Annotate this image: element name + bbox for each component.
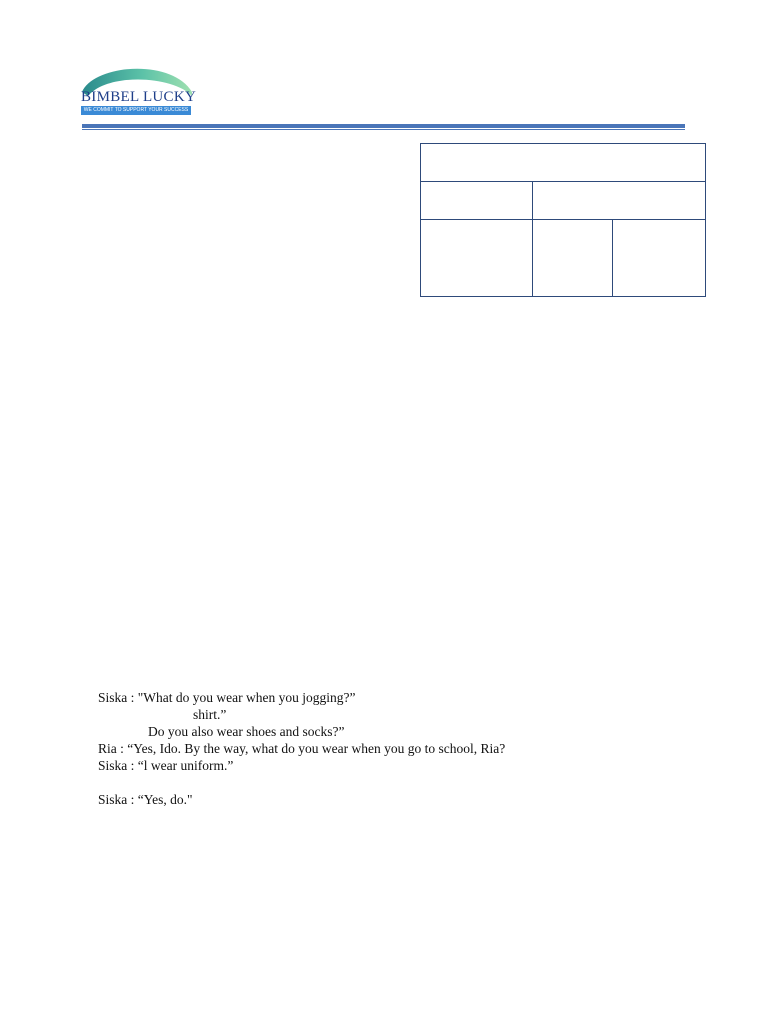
table-cell	[533, 182, 706, 220]
table-cell	[533, 220, 613, 297]
table-cell	[613, 220, 706, 297]
table-cell	[421, 220, 533, 297]
dialogue-block	[98, 689, 658, 808]
dialogue-line: shirt.”	[193, 707, 227, 722]
dialogue-line: Do you also wear shoes and socks?”	[148, 724, 345, 739]
brand-name: BIMBEL LUCKY	[81, 89, 197, 105]
table-row	[421, 220, 706, 297]
table-cell-header	[421, 144, 706, 182]
brand-tagline: WE COMMIT TO SUPPORT YOUR SUCCESS	[81, 106, 191, 115]
dialogue-line: Ria : “Yes, Ido. By the way, what do you wear when you go to school, Ria?	[98, 741, 506, 756]
dialogue-line: Siska : "What do you wear when you jogging?”	[98, 690, 356, 705]
table-row	[421, 144, 706, 182]
table-cell	[421, 182, 533, 220]
dialogue-line	[98, 774, 658, 791]
dialogue-line: Siska : “l wear uniform.”	[98, 758, 234, 773]
info-table	[420, 143, 706, 297]
dialogue-line: Siska : “Yes, do."	[98, 792, 193, 807]
header-rule-thin	[82, 129, 685, 130]
header-rule-thick	[82, 124, 685, 128]
table-row	[421, 182, 706, 220]
brand-logo	[80, 62, 197, 120]
